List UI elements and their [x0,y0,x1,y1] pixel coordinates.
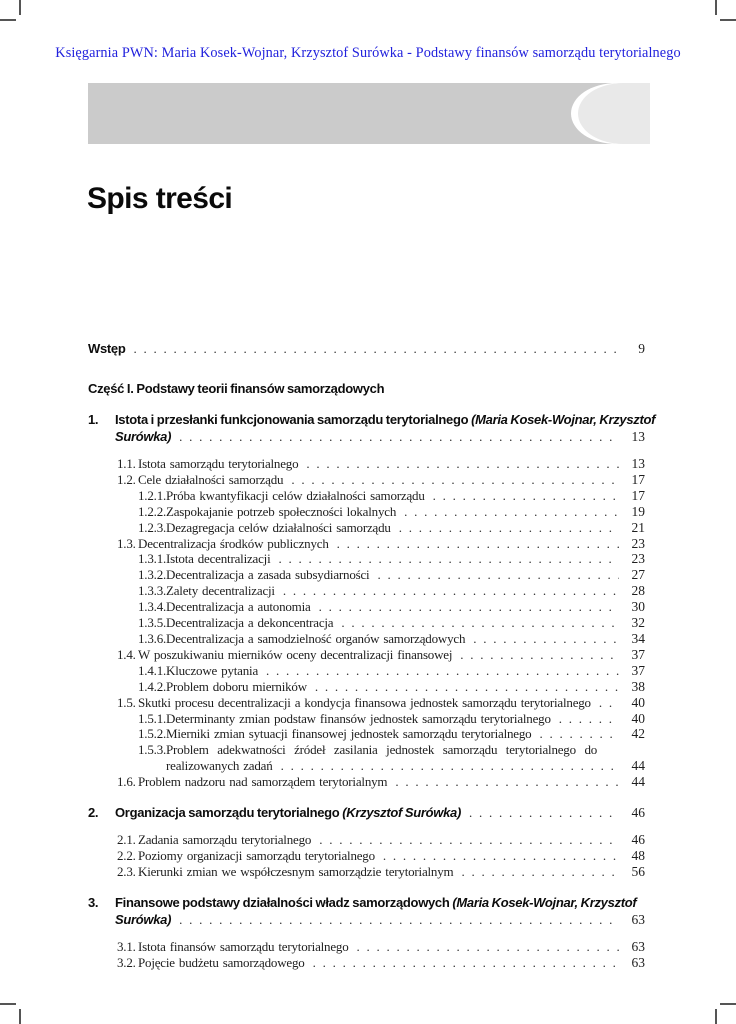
toc-page-number: 63 [631,954,645,970]
dot-leader [369,567,619,583]
toc-title-text: Zalety decentralizacji [166,583,275,599]
toc-entry-line [88,864,645,880]
dot-leader [465,631,619,647]
toc-entry-number: 1.6. [117,774,136,790]
toc-entry-line [88,711,645,727]
toc-entry [88,583,645,599]
toc-entry-line [88,679,645,695]
toc-entry-line [88,380,645,397]
toc-author-text: Surówka) [115,429,172,444]
toc-entry-text [88,340,126,357]
toc-page-number: 46 [631,832,645,848]
toc-entry [88,536,645,552]
toc-entry-number: 2.1. [117,832,136,848]
toc-entry-text [166,711,551,727]
toc-page-number: 37 [631,646,645,662]
toc-entry-line [88,848,645,864]
toc-entry-number: 3.1. [117,938,136,954]
toc-entry-text [115,411,655,428]
crop-mark-bottom-left-horizontal [0,1003,16,1005]
toc-entry-line [88,599,645,615]
toc-entry-line [88,663,645,679]
toc-entry [88,615,645,631]
toc-page-number: 40 [631,710,645,726]
toc-page-number: 37 [631,662,645,678]
toc-entry-text [138,456,298,472]
dot-leader [551,711,619,727]
toc-entry-text [138,472,283,488]
toc-entry-text [166,488,425,504]
toc-entry-number: 1.4. [117,646,136,662]
toc-title-text: Decentralizacja a dekoncentracja [166,615,334,631]
toc-entry-line [88,631,645,647]
toc-entry-text [166,758,273,774]
toc-entry-line [88,551,645,567]
toc-entry-number: 1.5.3. [138,742,167,758]
toc-entry-text [115,894,636,911]
toc-page-number: 30 [631,599,645,615]
toc-entry [88,647,645,663]
dot-leader [453,864,619,880]
crop-mark-bottom-right-vertical [715,1009,717,1024]
toc-entry-number: 1.3.2. [138,567,167,583]
toc-entry [88,599,645,615]
toc-entry-line [88,939,645,955]
toc-page-number: 27 [631,567,645,583]
toc-entry-line [88,695,645,711]
toc-page-number: 42 [631,726,645,742]
toc-entry [88,726,645,742]
toc-entry-number: 2.3. [117,863,136,879]
toc-entry-text [166,726,531,742]
dot-leader [391,520,619,536]
toc-title-text: Kierunki zmian we współczesnym samorządzie terytorialnym [138,863,454,879]
toc-entry-number: 3.2. [117,954,136,970]
toc-entry-text [166,663,258,679]
toc-author-text: (Krzysztof Surówka) [342,805,462,821]
toc-title-text: Skutki procesu decentralizacji a kondycja finansowa jednostek samorządu terytorialnego [138,694,591,710]
toc-entry-number: 1.2.3. [138,519,167,535]
toc-entry-text [115,911,171,928]
toc-page-number: 21 [631,519,645,535]
toc-entry [88,939,645,955]
toc-entry-number: 1.2. [117,471,136,487]
toc-title-text: Decentralizacja środków publicznych [138,535,329,551]
toc-title-text: Dezagregacja celów działalności samorządu [166,519,391,535]
dot-leader [461,804,619,821]
toc-title-text: Poziomy organizacji samorządu terytorialnego [138,847,375,863]
toc-title-text: Istota samorządu terytorialnego [138,456,299,471]
toc-title-text: Istota finansów samorządu terytorialnego [138,938,349,954]
toc-entry [88,663,645,679]
toc-page-number: 63 [631,911,645,927]
crop-mark-bottom-left-vertical [19,1009,21,1024]
toc-entry-number: 1.4.2. [138,678,167,694]
banner-rounded-cap [578,83,650,144]
toc-entry [88,679,645,695]
header-banner [88,83,650,144]
dot-leader [387,774,619,790]
toc-page-number: 9 [638,341,645,356]
toc-page-number: 38 [631,678,645,694]
toc-entry [88,894,645,928]
dot-leader [273,758,619,774]
toc-entry-line [88,472,645,488]
crop-mark-bottom-right-horizontal [720,1003,736,1005]
dot-leader [375,848,619,864]
dot-leader [271,551,619,567]
toc-entry [88,340,645,357]
toc-entry-number: 1.5.1. [138,710,167,726]
toc-title-text: Część I. Podstawy teorii finansów samorządowych [88,381,385,396]
toc-page-number: 44 [631,758,645,774]
dot-leader [283,472,619,488]
toc-title-text: W poszukiwaniu mierników oceny decentralizacji finansowej [138,646,453,662]
toc-entry [88,832,645,848]
toc-entry-number: 1.4.1. [138,662,167,678]
toc-title-text: Determinanty zmian podstaw finansów jednostek samorządu terytorialnego [166,710,551,726]
toc-entry-text [166,679,307,695]
crop-mark-top-left-vertical [19,0,21,15]
toc-entry-text [166,742,597,758]
toc-title-text: Problem nadzoru nad samorządem terytorialnym [138,774,388,790]
toc-entry-number: 1.3.3. [138,583,167,599]
toc-entry-text [138,695,591,711]
toc-entry-number: 1.3.5. [138,615,167,631]
toc-page-number: 56 [631,863,645,879]
toc-author-text: (Maria Kosek-Wojnar, Krzysztof [471,412,656,427]
toc-entry-text [166,520,391,536]
toc-entry-line [88,520,645,536]
toc-entry-text [138,955,305,971]
toc-title-text: Pojęcie budżetu samorządowego [138,954,305,970]
toc-title-text: Zadania samorządu terytorialnego [138,832,312,848]
toc-page-number: 28 [631,583,645,599]
toc-title-text: Próba kwantyfikacji celów działalności samorządu [166,487,425,503]
toc-page-number: 63 [631,938,645,954]
toc-entry-number: 2. [88,805,99,821]
toc-entry [88,488,645,504]
toc-entry-line [88,804,645,821]
toc-entry-line [88,832,645,848]
toc-entry [88,472,645,488]
toc-title-text: Problem doboru mierników [166,678,307,694]
toc-page-number: 23 [631,535,645,551]
toc-entry-number: 1. [88,412,99,427]
crop-mark-top-right-horizontal [720,19,736,21]
toc-entry-number: 1.5. [117,694,136,710]
page-title: Spis treści [87,182,233,215]
toc-entry [88,711,645,727]
toc-title-text: Decentralizacja a samodzielność organów samorządowych [166,630,466,646]
toc-entry-line [88,726,645,742]
toc-entry-text [115,804,461,821]
toc-title-text: Cele działalności samorządu [138,471,284,487]
toc-entry-line [88,340,645,357]
toc-entry [88,742,645,774]
toc-entry-text [115,428,171,445]
toc-entry-line [88,647,645,663]
toc-page-number: 46 [631,805,645,821]
toc-page-number: 17 [631,487,645,503]
toc-page-number: 44 [631,774,645,790]
toc-entry-number: 1.3.4. [138,599,167,615]
toc-entry-line [88,488,645,504]
toc-title-text: Kluczowe pytania [166,662,259,678]
crop-mark-top-left-horizontal [0,19,16,21]
toc-title-text: Finansowe podstawy działalności władz samorządowych [115,894,453,910]
dot-leader [258,663,619,679]
toc-page-number: 23 [631,551,645,567]
dot-leader [452,647,619,663]
toc-entry [88,504,645,520]
table-of-contents [88,340,656,971]
dot-leader [349,939,619,955]
toc-entry-text [166,631,465,647]
toc-page-number: 13 [631,429,645,444]
toc-entry-line [88,567,645,583]
toc-entry [88,631,645,647]
toc-page-number: 34 [631,630,645,646]
toc-entry-number: 1.3. [117,535,136,551]
toc-entry [88,567,645,583]
toc-title-text: Organizacja samorządu terytorialnego [115,805,343,821]
toc-page-number: 32 [631,615,645,631]
toc-entry-number: 1.5.2. [138,726,167,742]
toc-page-number: 48 [631,847,645,863]
toc-entry-number: 1.2.2. [138,503,167,519]
toc-entry [88,380,645,397]
toc-entry-line [88,428,645,445]
dot-leader [126,340,619,357]
dot-leader [425,488,619,504]
toc-entry-line [88,456,645,472]
toc-entry-text [166,615,333,631]
toc-entry [88,774,645,790]
toc-entry-line [88,911,645,928]
toc-entry [88,955,645,971]
toc-entry-line [88,504,645,520]
dot-leader [591,695,619,711]
toc-entry [88,848,645,864]
toc-title-text: Istota decentralizacji [166,551,271,567]
toc-entry-line [88,774,645,790]
toc-entry-text [138,774,387,790]
dot-leader [311,832,619,848]
toc-entry-text [166,551,271,567]
toc-entry [88,864,645,880]
toc-entry-text [138,939,349,955]
toc-entry [88,551,645,567]
dot-leader [307,679,619,695]
dot-leader [275,583,619,599]
toc-entry-text [138,864,453,880]
toc-entry-number: 1.2.1. [138,487,167,503]
toc-entry-line [88,894,645,911]
toc-title-text: Problem adekwatności źródeł zasilania jednostek samorządu terytorialnego do [166,742,598,758]
toc-title-text: Decentralizacja a autonomia [166,599,311,615]
toc-title-text: Istota i przesłanki funkcjonowania samorządu terytorialnego [115,412,472,427]
toc-entry-line [88,536,645,552]
toc-entry-number: 3. [88,894,99,910]
toc-entry-line [88,411,656,428]
dot-leader [396,504,619,520]
toc-entry [88,520,645,536]
dot-leader [333,615,619,631]
toc-entry-number: 1.3.1. [138,551,167,567]
toc-title-text: Mierniki zmian sytuacji finansowej jednostek samorządu terytorialnego [166,726,532,742]
dot-leader [329,536,619,552]
toc-entry-number: 2.2. [117,847,136,863]
toc-entry [88,804,645,821]
toc-entry-text [138,832,311,848]
toc-entry-text [166,504,396,520]
toc-entry-text [166,599,311,615]
toc-page-number: 13 [631,456,645,471]
toc-author-text: Surówka) [115,911,172,927]
toc-entry [88,411,656,445]
toc-title-text: Zaspokajanie potrzeb społeczności lokalnych [166,503,397,519]
toc-entry-text [166,567,369,583]
toc-page-number: 17 [631,471,645,487]
crop-mark-top-right-vertical [715,0,717,15]
toc-title-text: realizowanych zadań [166,758,273,774]
dot-leader [171,911,619,928]
dot-leader [311,599,619,615]
toc-entry-line [88,955,645,971]
toc-entry-line [88,615,645,631]
toc-entry [88,695,645,711]
toc-title-text: Decentralizacja a zasada subsydiarności [166,567,370,583]
dot-leader [171,428,619,445]
toc-entry-text [138,536,329,552]
toc-entry-number: 1.1. [117,456,136,471]
toc-entry-text [88,380,384,397]
dot-leader [298,456,619,472]
toc-author-text: (Maria Kosek-Wojnar, Krzysztof [452,894,637,910]
toc-entry-line [88,583,645,599]
bookstore-header-text: Księgarnia PWN: Maria Kosek-Wojnar, Krzysztof Surówka - Podstawy finansów samorządu terytorialnego [55,45,681,61]
toc-page-number: 40 [631,694,645,710]
toc-entry-text [166,583,275,599]
toc-entry-line [88,742,645,758]
dot-leader [305,955,619,971]
dot-leader [531,726,619,742]
toc-entry-text [138,848,375,864]
toc-title-text: Wstęp [88,341,126,356]
toc-entry-text [138,647,452,663]
toc-entry-number: 1.3.6. [138,630,167,646]
toc-entry-line [88,758,645,774]
toc-page-number: 19 [631,503,645,519]
toc-entry [88,456,645,472]
